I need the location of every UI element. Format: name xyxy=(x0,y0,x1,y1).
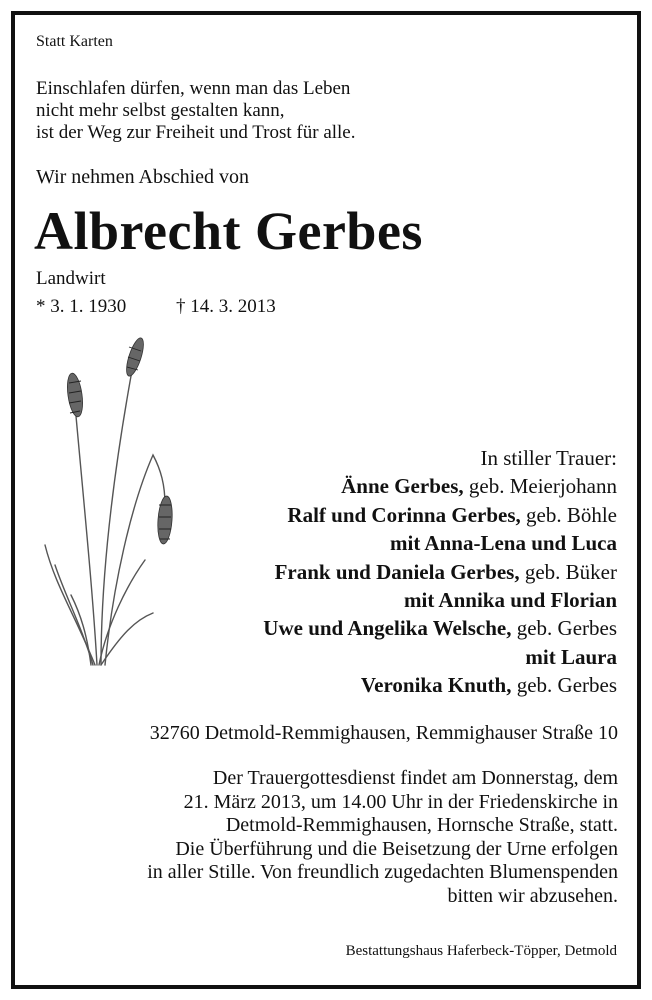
death-date: † 14. 3. 2013 xyxy=(176,296,276,317)
mourner-maiden-name: geb. Meierjohann xyxy=(463,474,617,499)
occupation: Landwirt xyxy=(36,268,106,289)
mourner-name: Änne Gerbes, xyxy=(341,474,464,499)
mourner-line xyxy=(263,586,617,614)
family-address: 32760 Detmold-Remmighausen, Remmighauser Straße 10 xyxy=(149,722,618,744)
mourners-block xyxy=(263,444,617,700)
mourners-heading: In stiller Trauer: xyxy=(480,446,617,470)
birth-date: * 3. 1. 1930 xyxy=(36,296,127,317)
mourner-line xyxy=(263,472,617,500)
service-line: Detmold-Remmighausen, Hornsche Straße, statt. xyxy=(225,814,618,837)
mourner-name: mit Anna-Lena und Luca xyxy=(390,531,617,556)
mourner-name: Frank und Daniela Gerbes, xyxy=(274,559,520,584)
verse-line-2: nicht mehr selbst gestalten kann, xyxy=(36,100,285,121)
wheat-icon xyxy=(35,335,185,675)
service-info xyxy=(147,767,618,909)
undertaker-credit: Bestattungshaus Haferbeck-Töpper, Detmold xyxy=(345,943,617,959)
mourner-maiden-name: geb. Gerbes xyxy=(511,616,617,641)
mourner-name: mit Laura xyxy=(525,644,617,669)
mourner-name: Ralf und Corinna Gerbes, xyxy=(287,502,521,527)
deceased-name: Albrecht Gerbes xyxy=(34,201,423,261)
service-line: 21. März 2013, um 14.00 Uhr in der Friedenskirche in xyxy=(183,790,618,813)
service-line: bitten wir abzusehen. xyxy=(447,884,618,907)
mourner-maiden-name: geb. Büker xyxy=(519,559,617,584)
mourner-line xyxy=(263,671,617,699)
mourner-name: Uwe und Angelika Welsche, xyxy=(263,616,512,641)
header-note: Statt Karten xyxy=(36,33,113,50)
mourner-maiden-name: geb. Gerbes xyxy=(511,673,617,698)
mourner-name: Veronika Knuth, xyxy=(360,673,512,698)
service-line: Die Überführung und die Beisetzung der Urne erfolgen xyxy=(175,837,618,860)
mourner-line xyxy=(263,558,617,586)
verse-line-1: Einschlafen dürfen, wenn man das Leben xyxy=(36,78,351,99)
service-line: in aller Stille. Von freundlich zugedachten Blumenspenden xyxy=(147,861,618,884)
mourner-line xyxy=(263,529,617,557)
intro-text: Wir nehmen Abschied von xyxy=(36,166,250,188)
service-line: Der Trauergottesdienst findet am Donnerstag, dem xyxy=(212,767,618,789)
mourner-line xyxy=(263,614,617,642)
mourner-maiden-name: geb. Böhle xyxy=(520,502,617,527)
mourner-line xyxy=(263,501,617,529)
verse-line-3: ist der Weg zur Freiheit und Trost für alle. xyxy=(36,122,356,143)
mourner-name: mit Annika und Florian xyxy=(404,588,617,613)
mourner-line xyxy=(263,643,617,671)
